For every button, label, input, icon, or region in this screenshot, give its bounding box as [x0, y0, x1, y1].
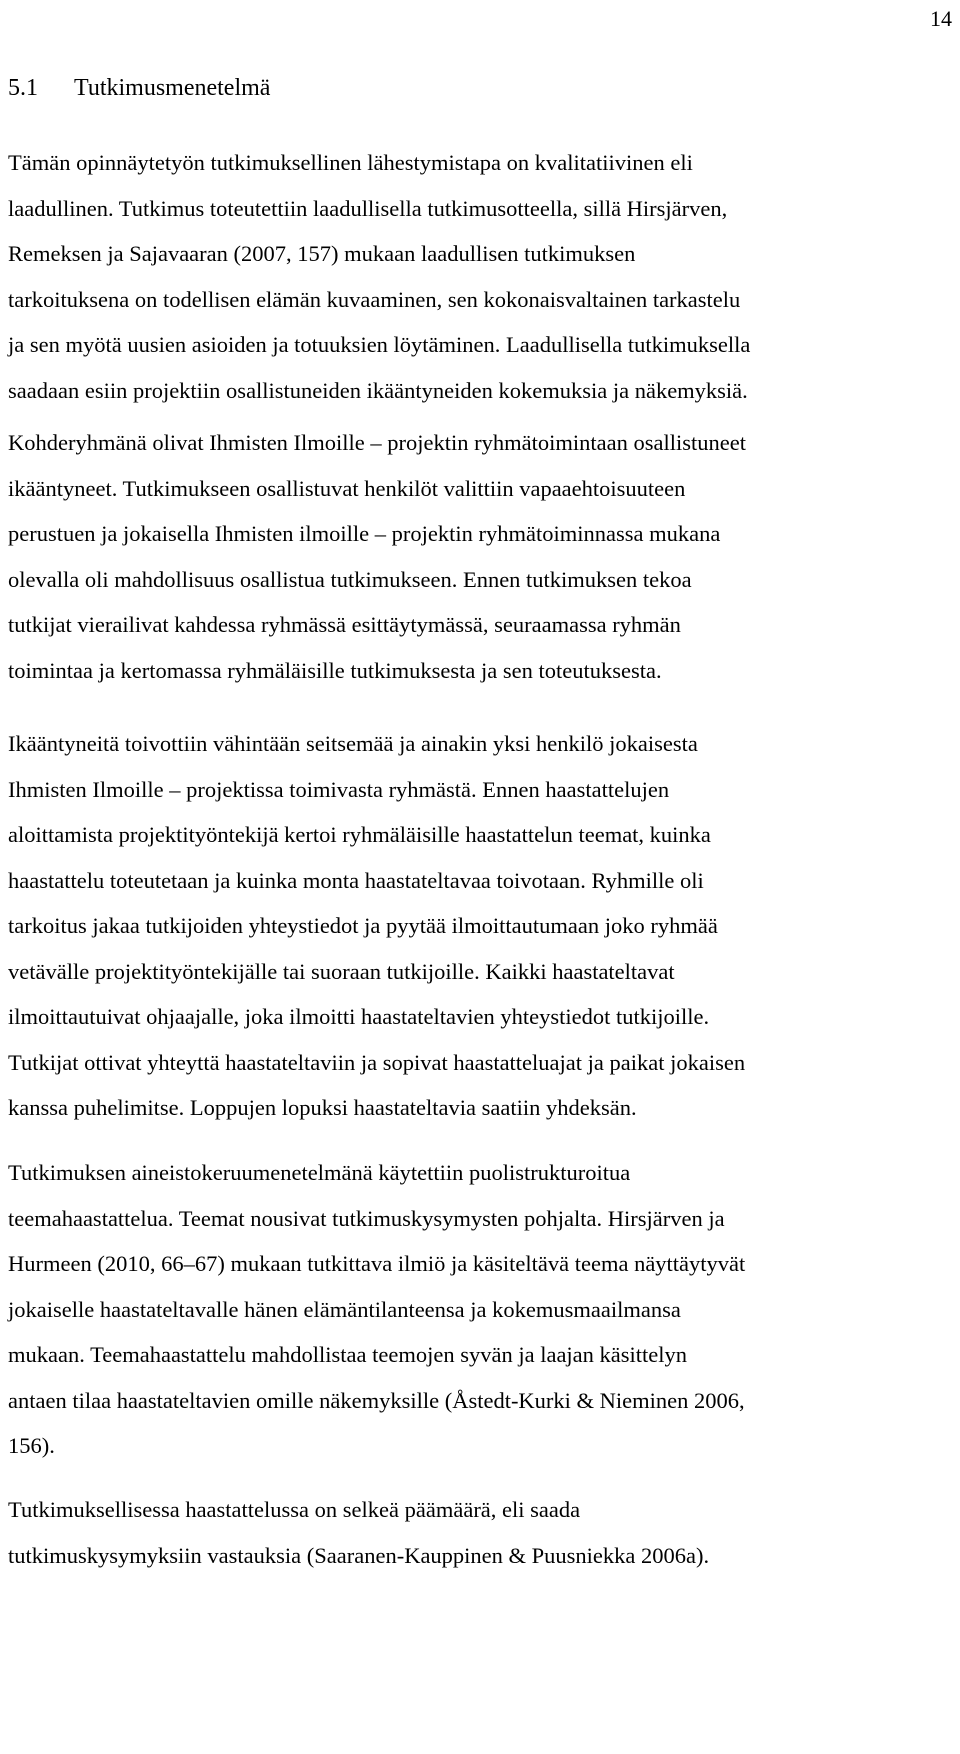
text-line: tutkimuskysymyksiin vastauksia (Saaranen-Kauppinen & Puusniekka 2006a).: [8, 1542, 710, 1568]
text-line: Tutkimuksellisessa haastattelussa on selkeä päämäärä, eli saada: [8, 1497, 581, 1522]
text-line: antaen tilaa haastateltavien omille näkemyksille (Åstedt-Kurki & Nieminen 2006,: [8, 1387, 745, 1413]
text-line: haastattelu toteutetaan ja kuinka monta haastateltavaa toivotaan. Ryhmille oli: [8, 867, 704, 893]
text-line: ilmoittautuivat ohjaajalle, joka ilmoitti haastateltavien yhteystiedot tutkijoille.: [8, 1004, 710, 1029]
text-line: saadaan esiin projektiin osallistuneiden ikääntyneiden kokemuksia ja näkemyksiä.: [8, 377, 748, 403]
page-number: 14: [930, 6, 952, 31]
text-line: Ihmisten Ilmoille – projektissa toimivasta ryhmästä. Ennen haastattelujen: [8, 776, 670, 802]
paragraph-research-approach: [8, 140, 960, 413]
paragraph-target-group: [8, 420, 960, 693]
section-number: 5.1: [8, 75, 38, 101]
text-line: jokaiselle haastateltavalle hänen elämäntilanteensa ja kokemusmaailmansa: [8, 1296, 681, 1322]
text-line: ikääntyneet. Tutkimukseen osallistuvat henkilöt valittiin vapaaehtoisuuteen: [8, 475, 686, 501]
text-line: Kohderyhmänä olivat Ihmisten Ilmoille – projektin ryhmätoimintaan osallistuneet: [8, 430, 746, 455]
text-line: Tutkimuksen aineistokeruumenetelmänä käytettiin puolistrukturoitua: [8, 1160, 631, 1185]
text-line: toimintaa ja kertomassa ryhmäläisille tutkimuksesta ja sen toteutuksesta.: [8, 657, 662, 683]
text-line: vetävälle projektityöntekijälle tai suoraan tutkijoille. Kaikki haastateltavat: [8, 958, 675, 984]
text-line: mukaan. Teemahaastattelu mahdollistaa teemojen syvän ja laajan käsittelyn: [8, 1342, 688, 1367]
text-line: tarkoitus jakaa tutkijoiden yhteystiedot ja pyytää ilmoittautumaan joko ryhmää: [8, 913, 718, 938]
text-line: Remeksen ja Sajavaaran (2007, 157) mukaan laadullisen tutkimuksen: [8, 241, 636, 266]
paragraph-data-collection: [8, 1150, 960, 1469]
paragraph-interview-goal: [8, 1487, 960, 1578]
text-line: Ikääntyneitä toivottiin vähintään seitsemää ja ainakin yksi henkilö jokaisesta: [8, 731, 698, 756]
text-line: olevalla oli mahdollisuus osallistua tutkimukseen. Ennen tutkimuksen tekoa: [8, 566, 692, 592]
text-line: tarkoituksena on todellisen elämän kuvaaminen, sen kokonaisvaltainen tarkastelu: [8, 286, 741, 312]
text-line: kanssa puhelimitse. Loppujen lopuksi haastateltavia saatiin yhdeksän.: [8, 1095, 637, 1120]
text-line: teemahaastattelua. Teemat nousivat tutkimuskysymysten pohjalta. Hirsjärven ja: [8, 1205, 725, 1231]
section-title: Tutkimusmenetelmä: [74, 75, 271, 101]
text-line: Tämän opinnäytetyön tutkimuksellinen lähestymistapa on kvalitatiivinen eli: [8, 150, 693, 175]
text-line: aloittamista projektityöntekijä kertoi ryhmäläisille haastattelun teemat, kuinka: [8, 822, 711, 847]
text-line: 156).: [8, 1433, 55, 1458]
text-line: ja sen myötä uusien asioiden ja totuuksien löytäminen. Laadullisella tutkimuksella: [8, 332, 751, 357]
text-line: Tutkijat ottivat yhteyttä haastateltaviin ja sopivat haastatteluajat ja paikat jokaisen: [8, 1049, 746, 1075]
text-line: perustuen ja jokaisella Ihmisten ilmoille – projektin ryhmätoiminnassa mukana: [8, 521, 721, 546]
section-heading: [8, 72, 270, 104]
text-line: Hurmeen (2010, 66–67) mukaan tutkittava ilmiö ja käsiteltävä teema näyttäytyvät: [8, 1251, 746, 1276]
text-line: laadullinen. Tutkimus toteutettiin laadullisella tutkimusotteella, sillä Hirsjärven,: [8, 195, 728, 221]
text-line: tutkijat vierailivat kahdessa ryhmässä esittäytymässä, seuraamassa ryhmän: [8, 612, 681, 637]
paragraph-recruitment: [8, 721, 960, 1131]
